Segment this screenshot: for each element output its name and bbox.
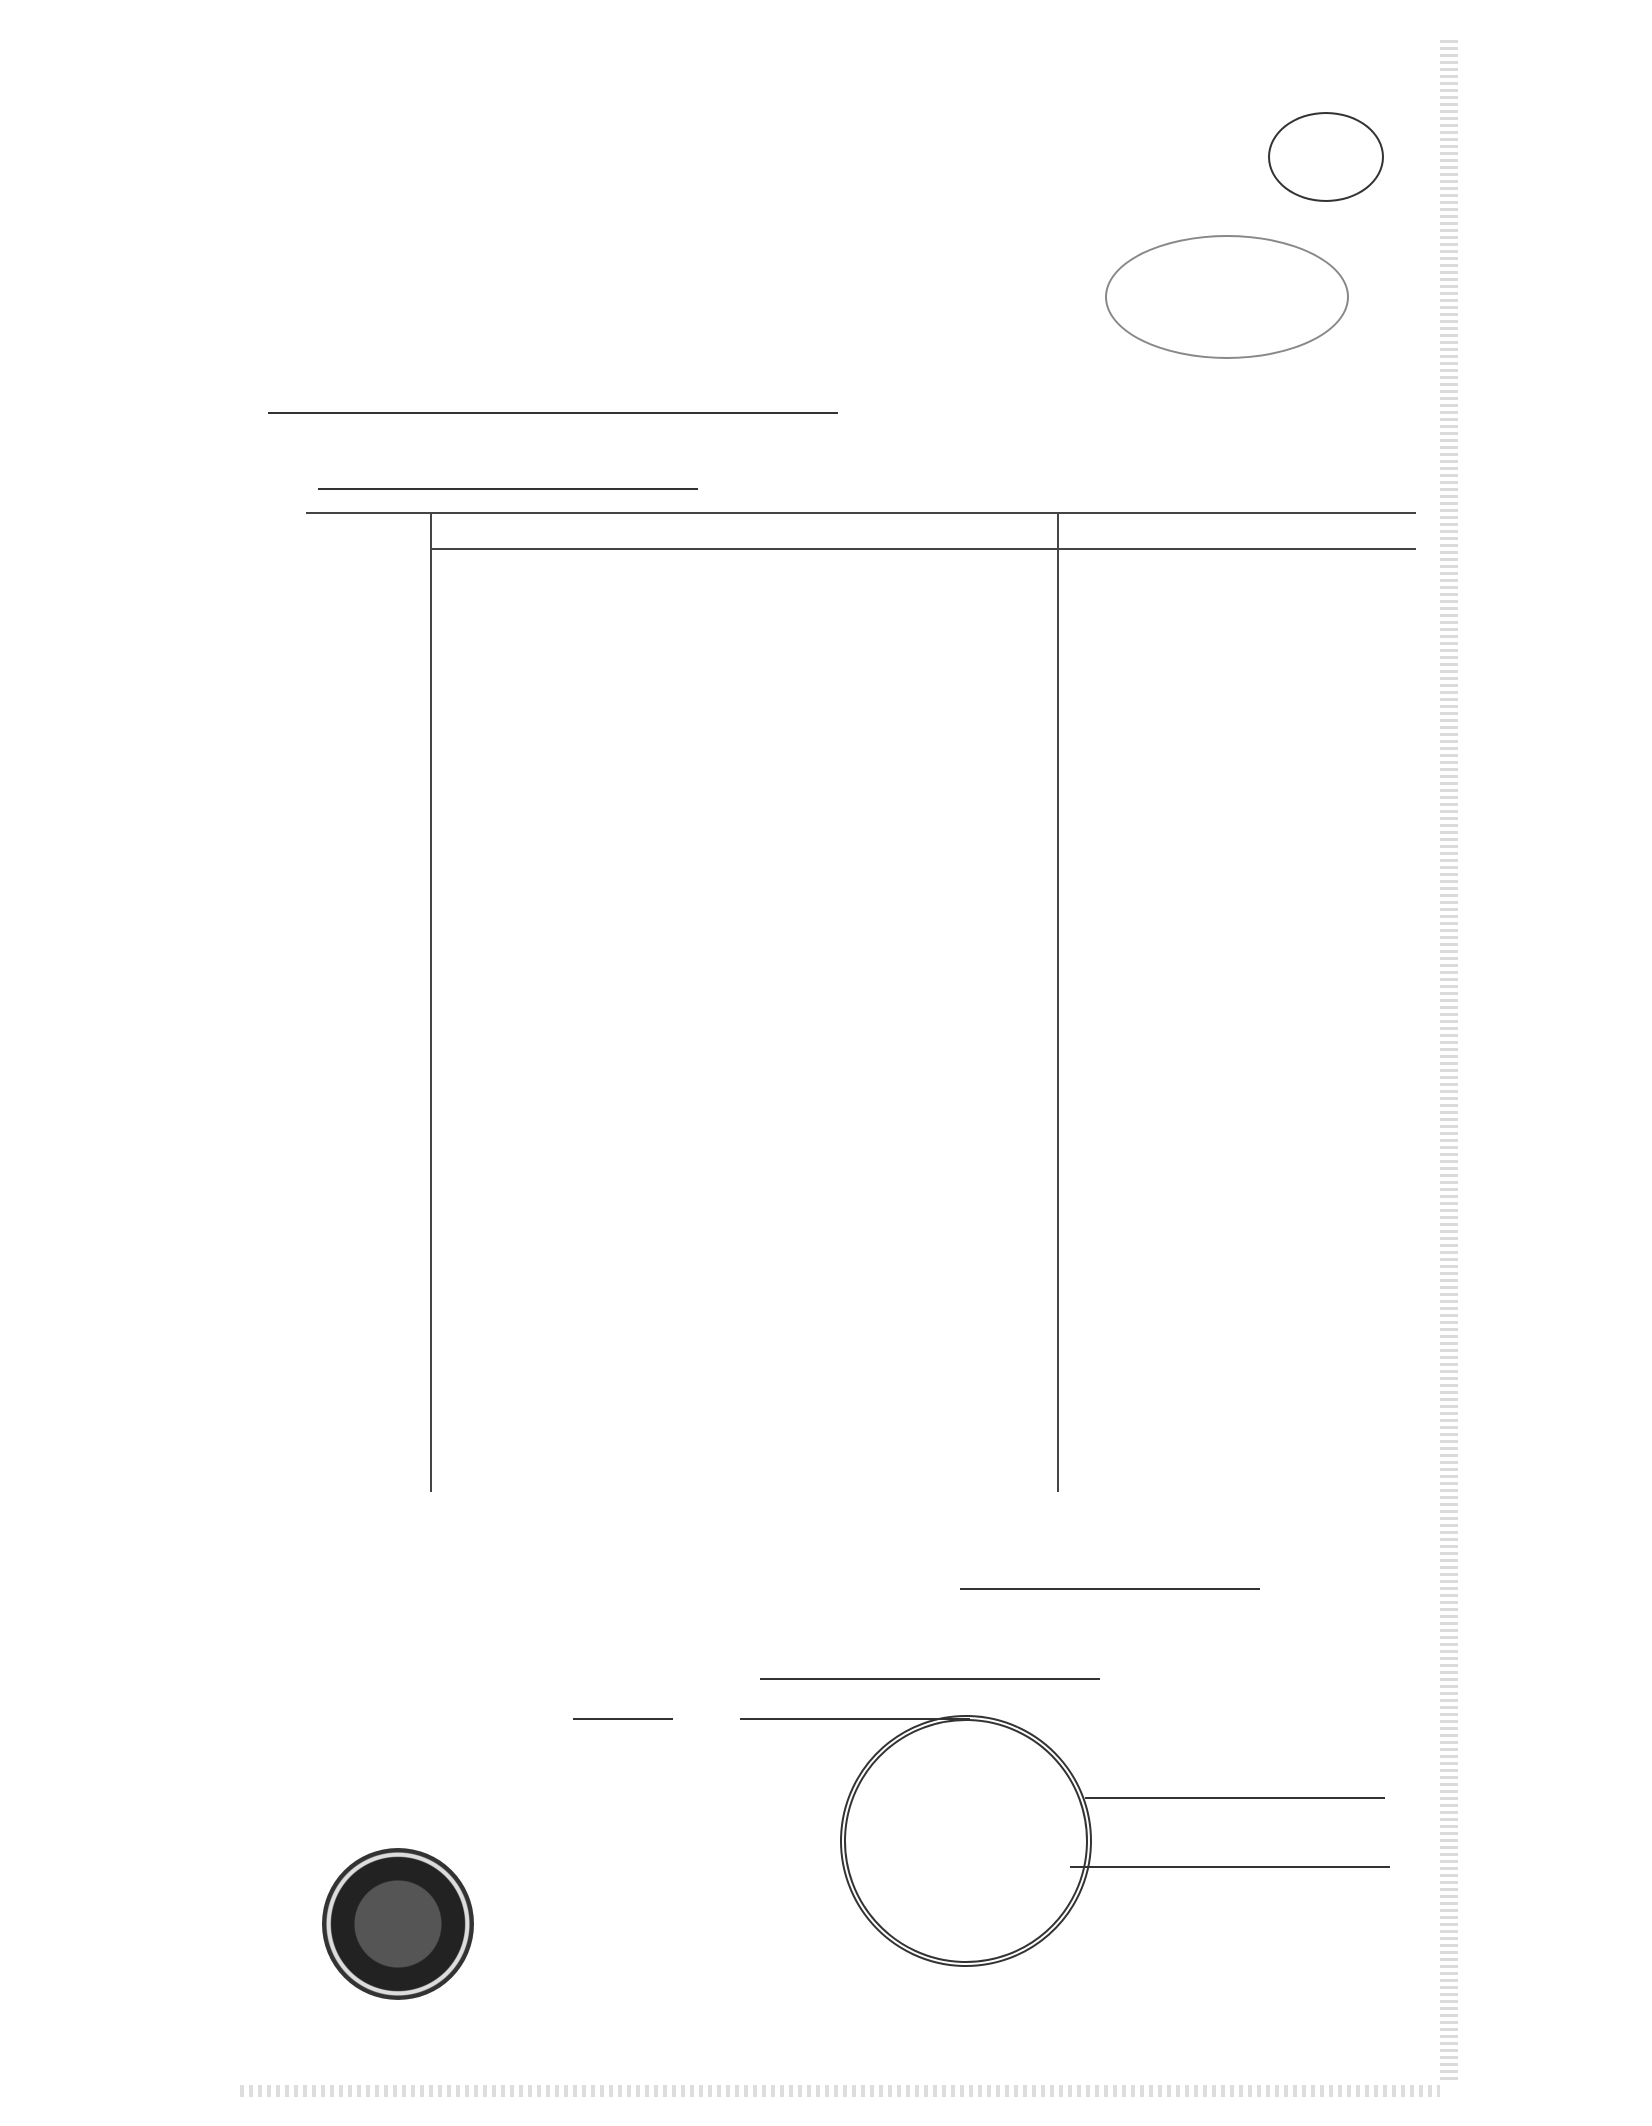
header-bottom-line — [430, 548, 1416, 550]
received-stamp — [330, 260, 400, 480]
scan-bottom-edge — [240, 2085, 1440, 2097]
no-line — [318, 488, 698, 490]
table-top-line — [306, 512, 1416, 514]
page-edge — [1440, 40, 1458, 2080]
day-line — [573, 1718, 673, 1720]
notary-seal — [805, 1680, 1128, 2003]
print-column-divider — [1057, 512, 1059, 1492]
recall-target-name — [268, 378, 838, 414]
circled-number — [1268, 112, 1384, 202]
circulator-line — [960, 1588, 1260, 1590]
notary-signature-line — [1085, 1797, 1385, 1799]
city-seal-icon — [322, 1848, 474, 2000]
appeared-name-line — [760, 1678, 1100, 1680]
board-column-divider — [430, 512, 432, 1492]
notary-print-line — [1070, 1866, 1390, 1868]
faint-circled-note — [1105, 235, 1349, 359]
